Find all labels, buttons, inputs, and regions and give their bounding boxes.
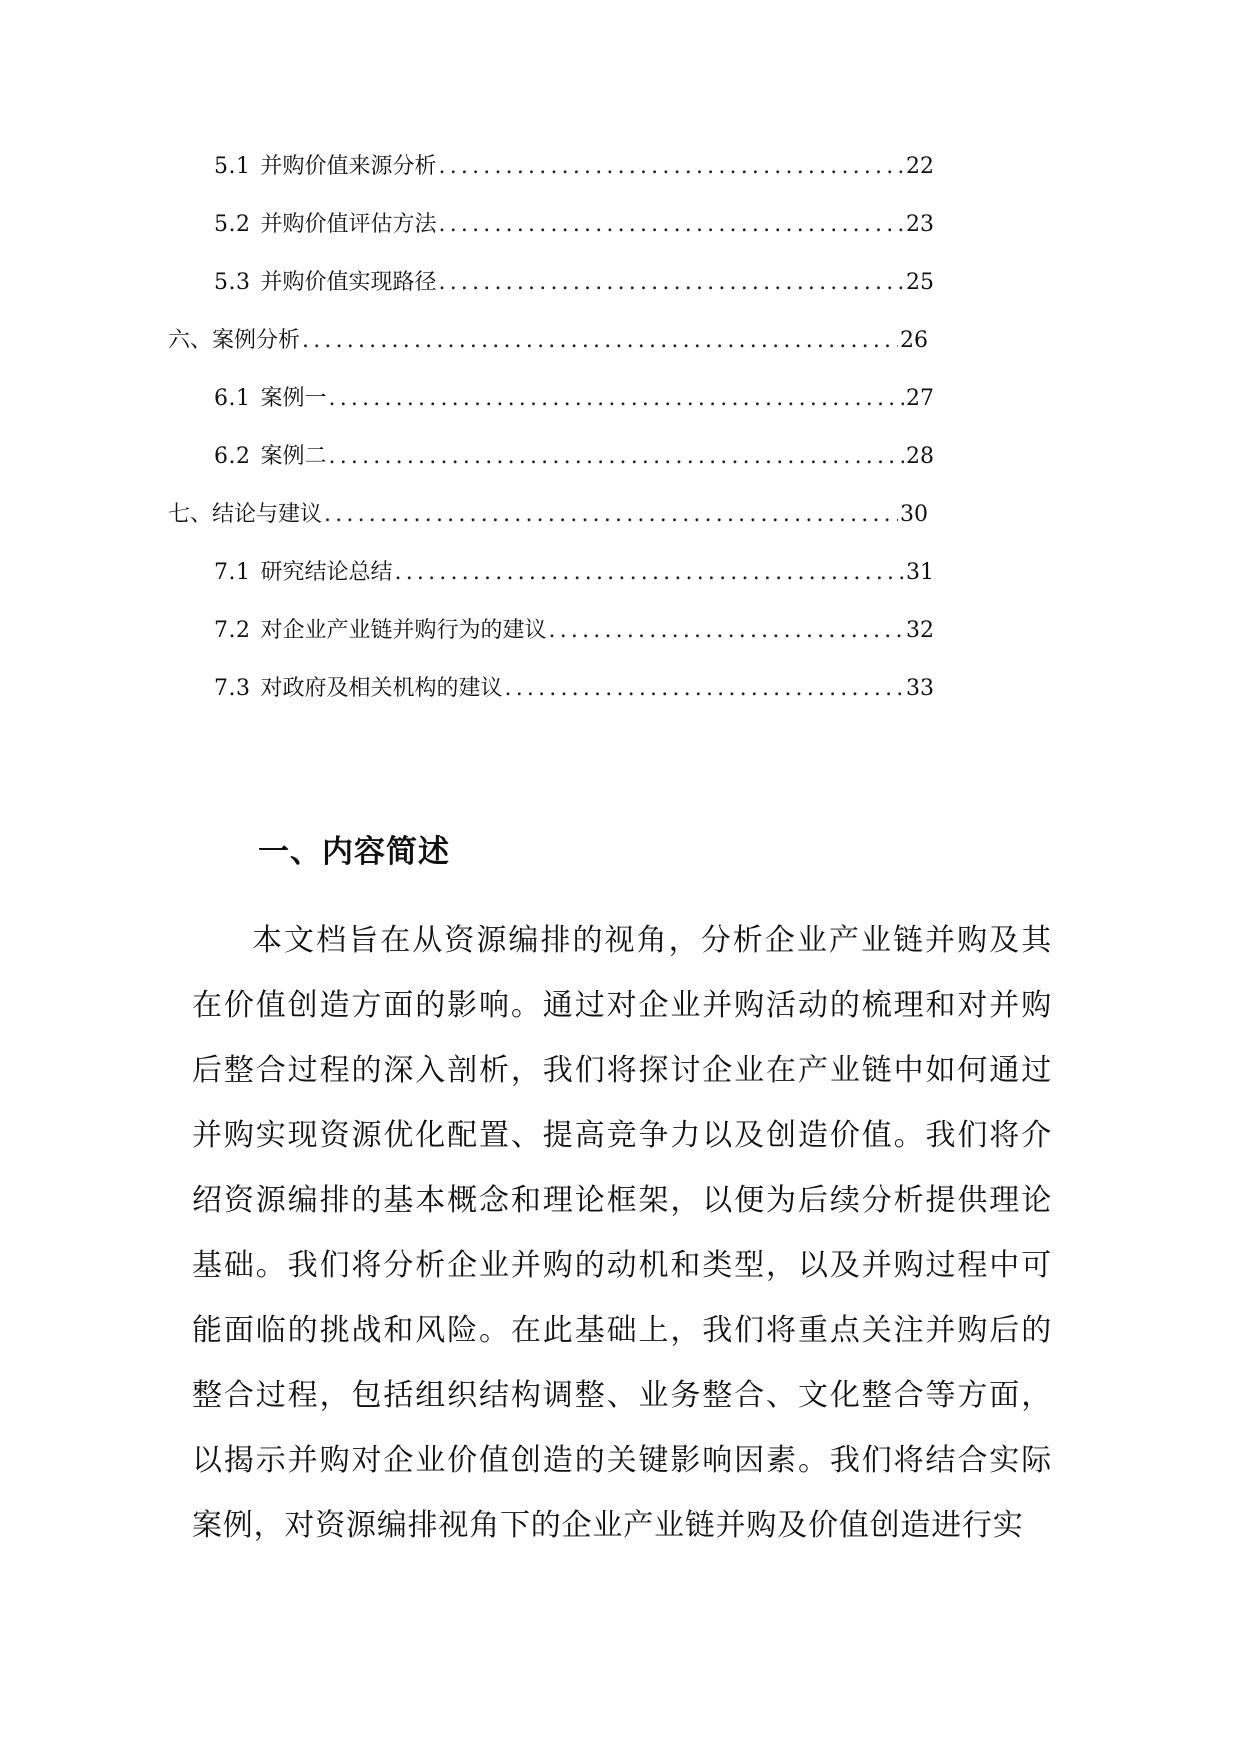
toc-leader-dots [324, 498, 898, 532]
toc-entry-page: 25 [906, 270, 934, 295]
toc-entry-chapter-6[interactable] [168, 324, 928, 358]
toc-leader-dots [395, 556, 904, 590]
toc-entry-page: 32 [906, 618, 934, 643]
toc-leader-dots [329, 440, 904, 474]
toc-entry-page: 27 [906, 386, 934, 411]
toc-entry-7-1[interactable] [214, 556, 934, 590]
toc-leader-dots [439, 208, 904, 242]
section-body [192, 908, 1052, 1558]
section-heading: 一、内容简述 [258, 834, 450, 870]
toc-entry-5-1[interactable] [214, 150, 934, 184]
toc-entry-title: 对企业产业链并购行为的建议 [260, 618, 547, 643]
toc-leader-dots [302, 324, 898, 358]
toc-leader-dots [549, 614, 904, 648]
toc-entry-title: 并购价值实现路径 [260, 270, 437, 295]
toc-entry-number: 5.2 [214, 212, 251, 237]
toc-entry-page: 28 [906, 444, 934, 469]
toc-entry-5-3[interactable] [214, 266, 934, 300]
toc-entry-title: 并购价值来源分析 [260, 154, 437, 179]
toc-entry-page: 30 [900, 502, 928, 527]
toc-entry-title: 七、结论与建议 [168, 502, 323, 527]
toc-entry-number: 5.3 [214, 270, 251, 295]
toc-entry-number: 6.2 [214, 444, 251, 469]
toc-entry-title: 对政府及相关机构的建议 [260, 676, 503, 701]
toc-entry-page: 31 [906, 560, 934, 585]
toc-entry-7-3[interactable] [214, 672, 934, 706]
toc-leader-dots [439, 150, 904, 184]
body-paragraph: 本文档旨在从资源编排的视角，分析企业产业链并购及其在价值创造方面的影响。通过对企业并购活动的梳理和对并购后整合过程的深入剖析，我们将探讨企业在产业链中如何通过并购实现资源优化配置、提高竞争力以及创造价值。我们将介绍资源编排的基本概念和理论框架，以便为后续分析提供理论基础。我们将分析企业并购的动机和类型，以及并购过程中可能面临的挑战和风险。在此基础上，我们将重点关注并购后的整合过程，包括组织结构调整、业务整合、文化整合等方面，以揭示并购对企业价值创造的关键影响因素。我们将结合实际案例，对资源编排视角下的企业产业链并购及价值创造进行实 [192, 923, 1052, 1543]
toc-entry-title: 研究结论总结 [260, 560, 393, 585]
toc-entry-page: 22 [906, 154, 934, 179]
toc-entry-title: 并购价值评估方法 [260, 212, 437, 237]
toc-entry-number: 6.1 [214, 386, 251, 411]
toc-entry-number: 7.3 [214, 676, 251, 701]
toc-entry-6-2[interactable] [214, 440, 934, 474]
toc-leader-dots [439, 266, 904, 300]
toc-entry-number: 7.1 [214, 560, 251, 585]
toc-entry-title: 六、案例分析 [168, 328, 301, 353]
toc-entry-title: 案例二 [260, 444, 327, 469]
toc-entry-5-2[interactable] [214, 208, 934, 242]
toc-entry-number: 5.1 [214, 154, 251, 179]
toc-entry-page: 26 [900, 328, 928, 353]
toc-entry-page: 33 [906, 676, 934, 701]
toc-leader-dots [329, 382, 904, 416]
toc-leader-dots [505, 672, 904, 706]
toc-entry-title: 案例一 [260, 386, 327, 411]
toc-entry-7-2[interactable] [214, 614, 934, 648]
toc-entry-6-1[interactable] [214, 382, 934, 416]
toc-entry-number: 7.2 [214, 618, 251, 643]
toc-entry-chapter-7[interactable] [168, 498, 928, 532]
toc-entry-page: 23 [906, 212, 934, 237]
